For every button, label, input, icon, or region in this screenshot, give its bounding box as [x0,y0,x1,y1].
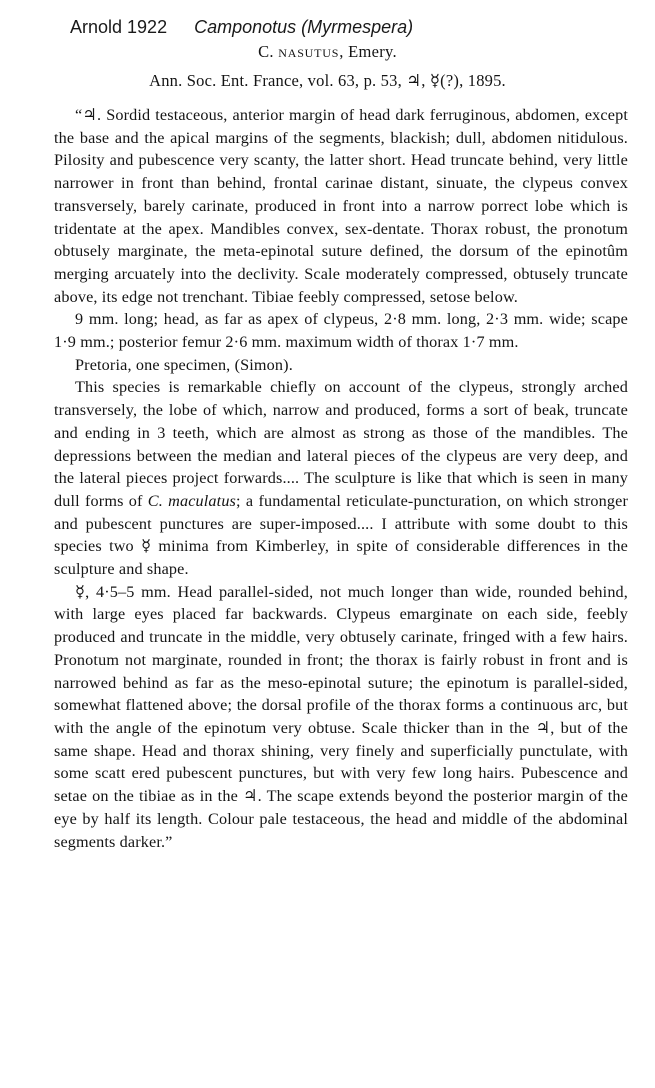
paragraph-description: “♃. Sordid testaceous, anterior margin of head dark ferruginous, abdomen, except the base and the apical margins of the segments, blackish; dull, abdomen nitidulous. Pilosity and pubescence very scanty, the latter short. Head truncate behind, very little narrower in front than behind, frontal carinae distant, sinuate, the clypeus convex transversely, barely carinate, produced in front into a narrow porrect lobe which is tridentate at the apex. Mandibles convex, sex-dentate. Thorax robust, the pronotum obtusely marginate, the meta-epinotal suture defined, the dorsum of the epinotûm merging arcuately into the declivity. Scale moderately compressed, obtusely truncate above, its edge not trenchant. Tibiae feebly compressed, setose below. [54,106,628,306]
species-heading [0,42,655,62]
species-authority: , Emery. [339,42,397,61]
remarks-species-italic: C. maculatus [147,491,237,510]
paragraph-measurements: 9 mm. long; head, as far as apex of clypeus, 2·8 mm. long, 2·3 mm. wide; scape 1·9 mm.; posterior femur 2·6 mm. maximum width of thorax 1·7 mm. [54,310,628,352]
description-text [54,104,628,853]
paragraph-worker-description: ☿, 4·5–5 mm. Head parallel-sided, not much longer than wide, rounded behind, with large eyes placed far backwards. Clypeus emarginate on each side, feebly produced and truncate in the middle, very obtusely carinate, fringed with a few hairs. Pronotum not marginate, rounded in front; the thorax is fairly robust in front and is narrowed behind as far as the meso-epinotal suture; the epinotum is parallel-sided, somewhat flattened above; the dorsal profile of the thorax forms a continuous arc, but with the angle of the epinotum very obtuse. Scale thicker than in the ♃, but of the same shape. Head and thorax shining, very finely and superficially punctulate, with some scatt ered pubescent punctures, but with very few long hairs. Pubescence and setae on the tibiae as in the ♃. The scape extends beyond the posterior margin of the eye by half its length. Colour pale testaceous, the head and middle of the abdominal segments darker.” [54,582,628,851]
citation: Ann. Soc. Ent. France, vol. 63, p. 53, ♃, ☿(?), 1895. [149,71,506,90]
paragraph-remarks [54,376,628,580]
species-genus: C. [258,42,274,61]
author-year: Arnold 1922 [70,17,168,37]
remarks-text-a: This species is remarkable chiefly on account of the clypeus, strongly arched transversely, the lobe of which, narrow and produced, forms a sort of beak, truncate and ending in 3 teeth, which are almost as strong as those of the mandibles. The depressions between the median and lateral pieces of the clypeus are very deep, and the lateral pieces project forwards.... The sculpture is like that which is seen in many dull forms of [54,378,628,510]
page-header [70,17,413,38]
remarks-text-b: ; a fundamental reticulate-puncturation, on which stronger and pubescent punctures are super-imposed.... I attribute with some doubt to this species two ☿ minima from Kimberley, in spite of considerable differences in the sculpture and shape. [54,491,628,579]
taxon-name: Camponotus (Myrmespera) [194,17,414,37]
paragraph-locality: Pretoria, one specimen, (Simon). [75,355,293,374]
species-name: nasutus [278,42,340,61]
